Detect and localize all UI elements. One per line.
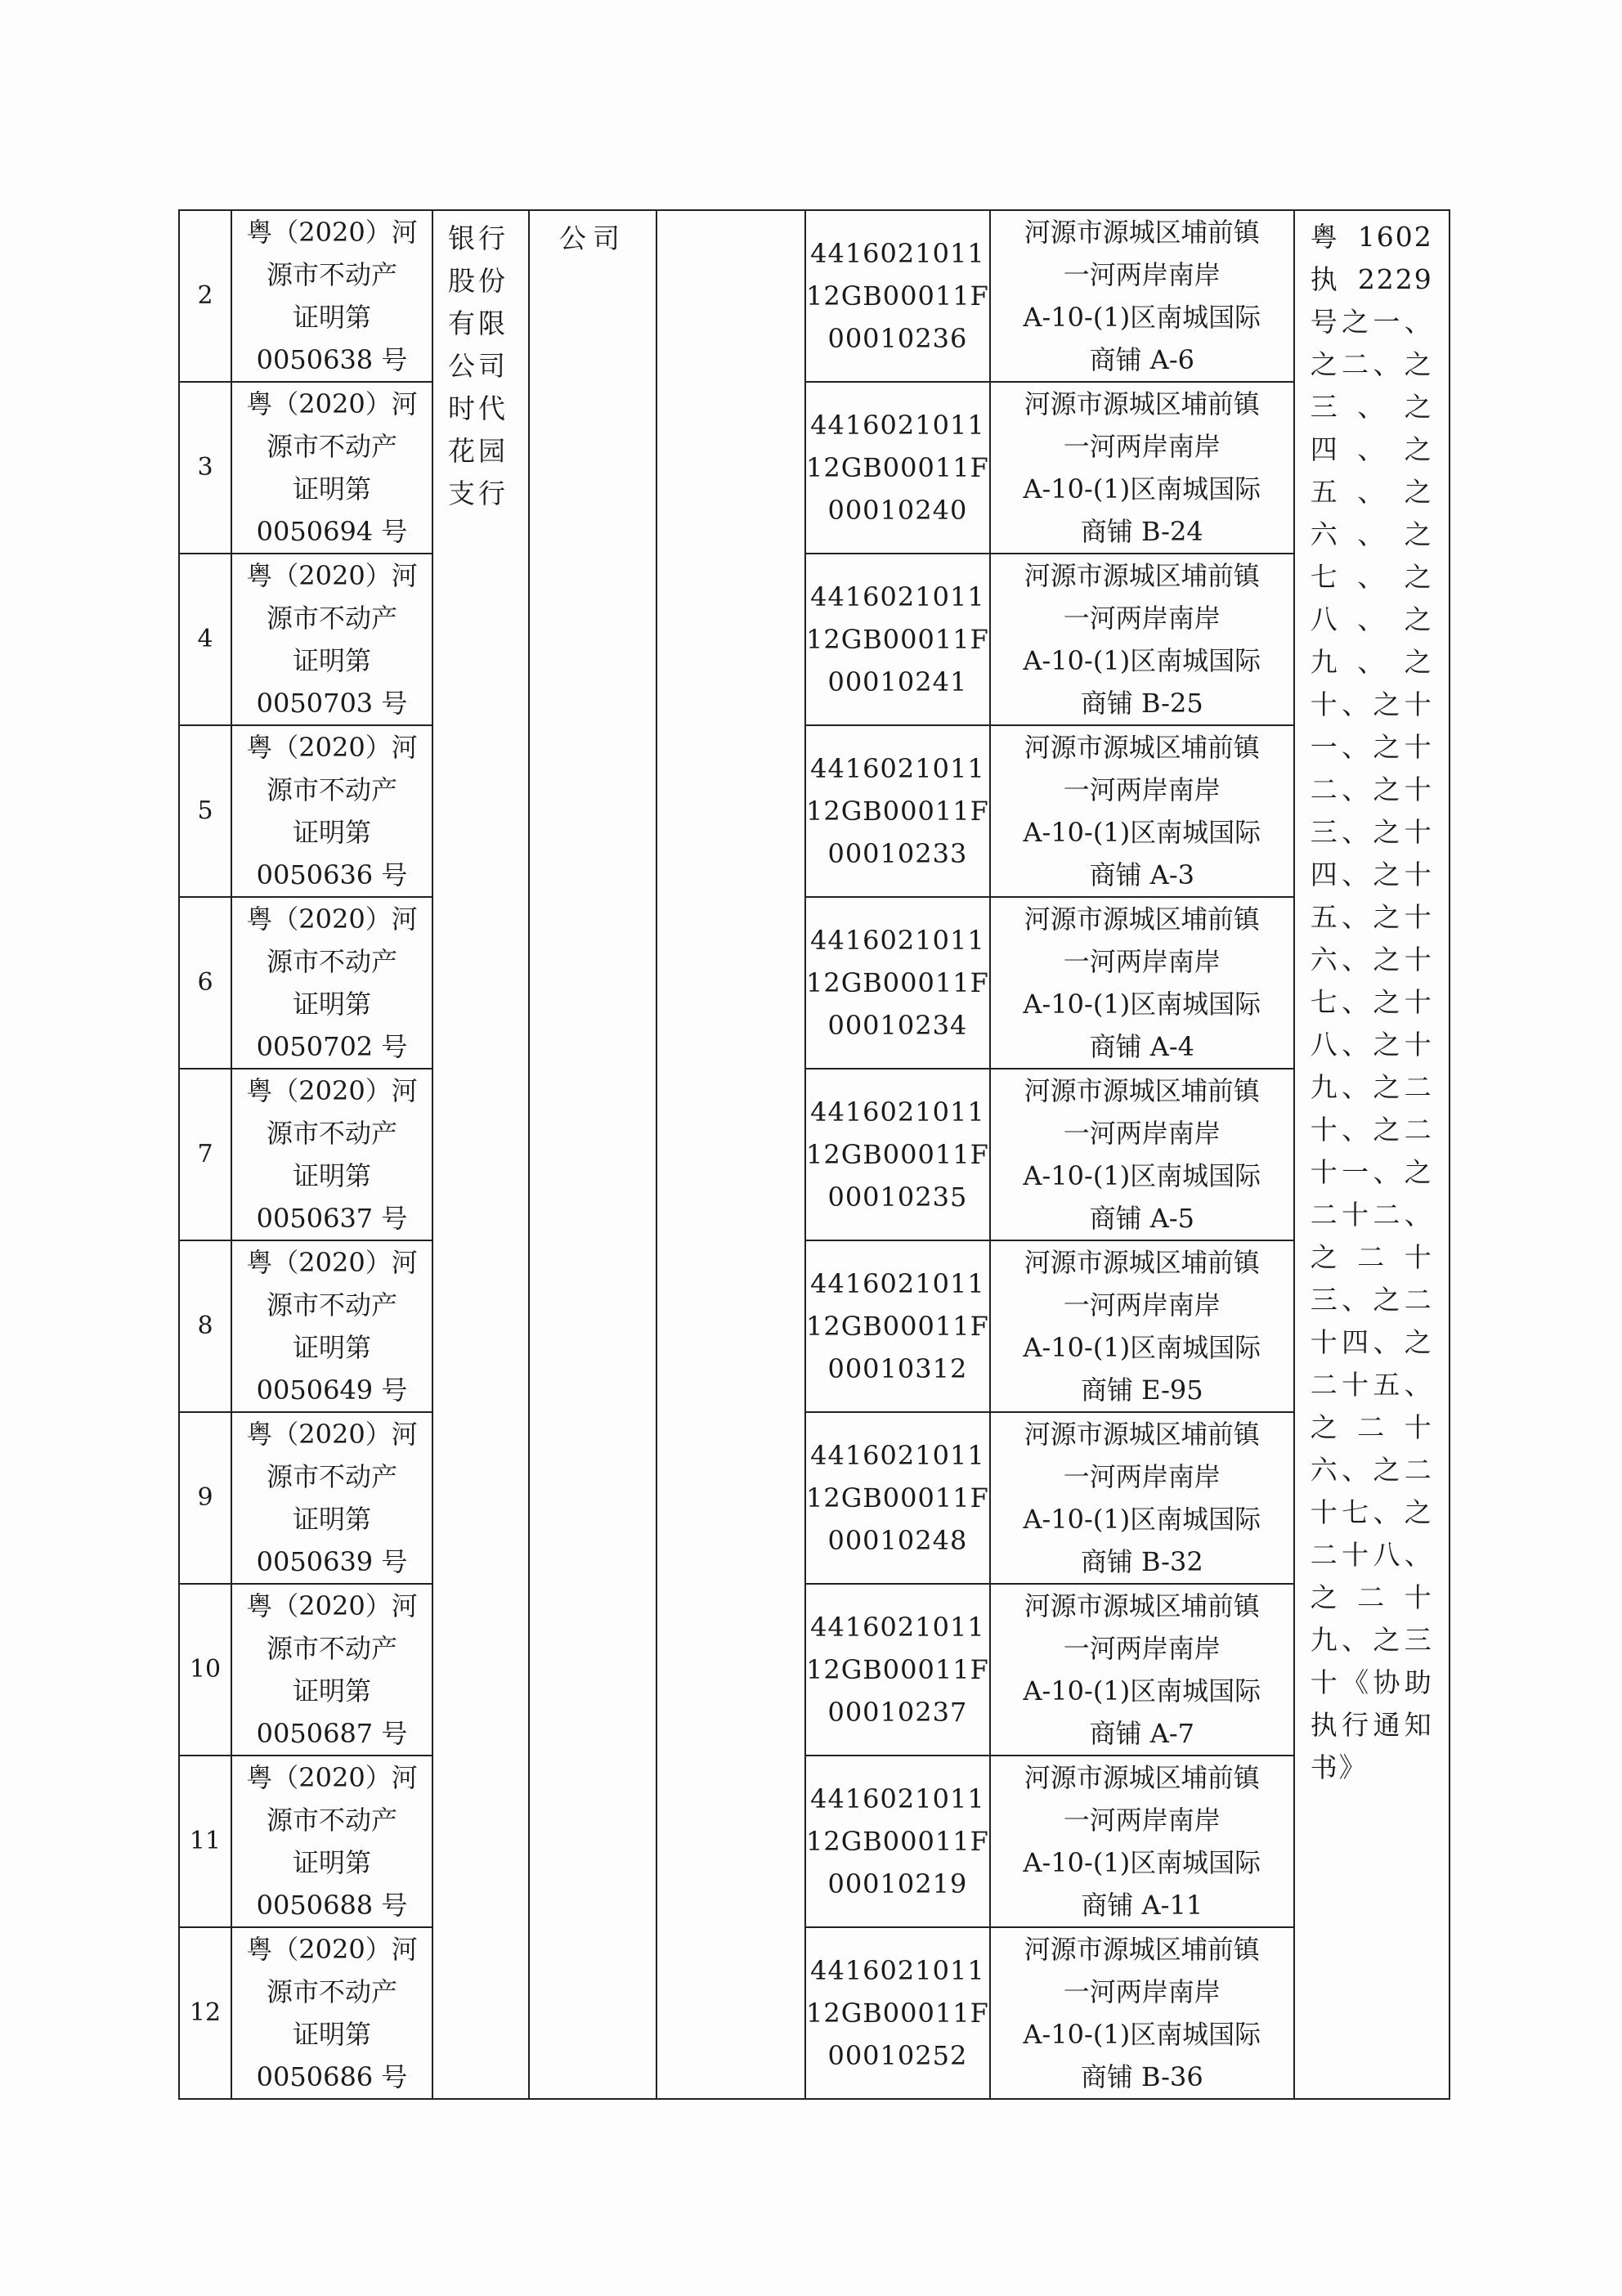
cell-line: 商铺 B-25 xyxy=(1080,688,1203,719)
cell-line: 4416021011 xyxy=(810,410,985,441)
row-number: 2 xyxy=(179,210,231,382)
table-row xyxy=(179,725,1449,897)
cell-line: 一河两岸南岸 xyxy=(1063,1289,1221,1321)
cell-line: 粤（2020）河 xyxy=(246,1075,418,1106)
cell-line: 商铺 A-11 xyxy=(1081,1890,1203,1921)
cell-line: 4416021011 xyxy=(810,238,985,269)
certificate-number xyxy=(231,382,432,554)
cell-line: 河源市源城区埔前镇 xyxy=(1024,1247,1260,1278)
property-address xyxy=(990,1584,1294,1756)
cell-line: 源市不动产 xyxy=(266,1805,397,1836)
property-address xyxy=(990,1412,1294,1584)
cell-line: 粤（2020）河 xyxy=(246,1247,418,1278)
row-number: 7 xyxy=(179,1069,231,1240)
certificate-number xyxy=(231,210,432,382)
cell-line: 证明第 xyxy=(292,817,371,848)
cell-line: 0050694 号 xyxy=(256,516,408,547)
property-unit-code xyxy=(805,210,990,382)
cell-line: 粤（2020）河 xyxy=(246,560,418,591)
cell-line: 12GB00011F xyxy=(806,1139,989,1170)
cell-line: 粤（2020）河 xyxy=(246,732,418,763)
property-address xyxy=(990,554,1294,725)
table-row xyxy=(179,1412,1449,1584)
cell-line: 证明第 xyxy=(292,1504,371,1535)
certificate-number xyxy=(231,1412,432,1584)
cell-line: 证明第 xyxy=(292,1160,371,1191)
property-address xyxy=(990,1756,1294,1927)
cell-line: 一河两岸南岸 xyxy=(1063,1118,1221,1149)
cell-line: 4416021011 xyxy=(810,1612,985,1643)
cell-line: A-10-(1)区南城国际 xyxy=(1023,989,1261,1020)
cell-line: 证明第 xyxy=(292,1332,371,1363)
certificate-number xyxy=(231,1927,432,2099)
table-row xyxy=(179,554,1449,725)
cell-line: 一河两岸南岸 xyxy=(1063,1976,1221,2007)
cell-line: 粤（2020）河 xyxy=(246,217,418,248)
cell-line: 源市不动产 xyxy=(266,1976,397,2007)
cell-line: 商铺 B-32 xyxy=(1080,1546,1203,1577)
cell-line: 00010235 xyxy=(827,1182,968,1213)
cell-line: 12GB00011F xyxy=(806,1654,989,1685)
bank-name: 银行股份有限公司时代花园支行 xyxy=(448,222,509,509)
cell-line: 证明第 xyxy=(292,1847,371,1878)
cell-line: 0050702 号 xyxy=(256,1031,408,1062)
property-unit-code xyxy=(805,554,990,725)
cell-line: A-10-(1)区南城国际 xyxy=(1023,1675,1261,1706)
cell-line: 粤（2020）河 xyxy=(246,1934,418,1965)
cell-line: A-10-(1)区南城国际 xyxy=(1023,1847,1261,1878)
table-row xyxy=(179,1069,1449,1240)
property-address xyxy=(990,210,1294,382)
cell-line: 4416021011 xyxy=(810,1955,985,1986)
cell-line: 河源市源城区埔前镇 xyxy=(1024,1934,1260,1965)
cell-line: 一河两岸南岸 xyxy=(1063,603,1221,634)
cell-line: 商铺 A-5 xyxy=(1089,1203,1195,1234)
cell-line: 0050649 号 xyxy=(256,1374,408,1406)
row-number: 12 xyxy=(179,1927,231,2099)
certificate-number xyxy=(231,897,432,1069)
cell-line: 0050687 号 xyxy=(256,1718,408,1749)
table-row xyxy=(179,1584,1449,1756)
cell-line: 河源市源城区埔前镇 xyxy=(1024,1419,1260,1450)
cell-line: 00010312 xyxy=(827,1353,968,1384)
cell-line: 00010233 xyxy=(827,838,968,869)
cell-line: 12GB00011F xyxy=(806,796,989,827)
cell-line: 一河两岸南岸 xyxy=(1063,431,1221,462)
cell-line: 12GB00011F xyxy=(806,1311,989,1342)
cell-line: 河源市源城区埔前镇 xyxy=(1024,1075,1260,1106)
cell-line: 源市不动产 xyxy=(266,946,397,977)
table-row xyxy=(179,382,1449,554)
cell-line: 00010234 xyxy=(827,1010,968,1041)
cell-line: 源市不动产 xyxy=(266,259,397,290)
property-unit-code xyxy=(805,725,990,897)
cell-line: 00010248 xyxy=(827,1525,968,1556)
table-row xyxy=(179,1756,1449,1927)
table-body xyxy=(179,210,1449,2099)
cell-line: 00010236 xyxy=(827,323,968,354)
blank-column xyxy=(656,210,805,2099)
property-unit-code xyxy=(805,897,990,1069)
property-unit-code xyxy=(805,382,990,554)
cell-line: 证明第 xyxy=(292,473,371,504)
certificate-number xyxy=(231,1756,432,1927)
cell-line: 4416021011 xyxy=(810,1268,985,1299)
property-unit-code xyxy=(805,1240,990,1412)
property-address xyxy=(990,382,1294,554)
cell-line: 源市不动产 xyxy=(266,1118,397,1149)
property-address xyxy=(990,725,1294,897)
cell-line: 00010241 xyxy=(827,666,968,697)
row-number: 4 xyxy=(179,554,231,725)
row-number: 3 xyxy=(179,382,231,554)
certificate-number xyxy=(231,1584,432,1756)
cell-line: A-10-(1)区南城国际 xyxy=(1023,473,1261,504)
cell-line: 商铺 A-6 xyxy=(1089,344,1195,375)
cell-line: 00010219 xyxy=(827,1868,968,1899)
cell-line: A-10-(1)区南城国际 xyxy=(1023,1160,1261,1191)
cell-line: 商铺 E-95 xyxy=(1080,1374,1203,1406)
cell-line: 证明第 xyxy=(292,1675,371,1706)
property-address xyxy=(990,1069,1294,1240)
cell-line: 12GB00011F xyxy=(806,1482,989,1513)
cell-line: 商铺 A-4 xyxy=(1089,1031,1195,1062)
certificate-number xyxy=(231,554,432,725)
cell-line: 12GB00011F xyxy=(806,624,989,655)
cell-line: 0050637 号 xyxy=(256,1203,408,1234)
cell-line: 一河两岸南岸 xyxy=(1063,1461,1221,1492)
property-address xyxy=(990,1927,1294,2099)
property-address xyxy=(990,897,1294,1069)
cell-line: 4416021011 xyxy=(810,1783,985,1814)
cell-line: 00010240 xyxy=(827,495,968,526)
cell-line: 4416021011 xyxy=(810,1440,985,1471)
party-cell xyxy=(529,210,656,2099)
cell-line: 粤（2020）河 xyxy=(246,1419,418,1450)
cell-line: 一河两岸南岸 xyxy=(1063,1633,1221,1664)
party-suffix: 公司 xyxy=(559,222,626,254)
row-number: 11 xyxy=(179,1756,231,1927)
cell-line: 0050636 号 xyxy=(256,859,408,890)
cell-line: 粤（2020）河 xyxy=(246,388,418,419)
cell-line: 4416021011 xyxy=(810,1096,985,1128)
cell-line: 粤（2020）河 xyxy=(246,904,418,935)
property-unit-code xyxy=(805,1069,990,1240)
cell-line: 河源市源城区埔前镇 xyxy=(1024,732,1260,763)
cell-line: 0050639 号 xyxy=(256,1546,408,1577)
cell-line: 源市不动产 xyxy=(266,774,397,805)
row-number: 10 xyxy=(179,1584,231,1756)
cell-line: 源市不动产 xyxy=(266,431,397,462)
cell-line: A-10-(1)区南城国际 xyxy=(1023,302,1261,333)
row-number: 8 xyxy=(179,1240,231,1412)
cell-line: 12GB00011F xyxy=(806,1998,989,2029)
cell-line: 00010237 xyxy=(827,1697,968,1728)
cell-line: 一河两岸南岸 xyxy=(1063,1805,1221,1836)
cell-line: 4416021011 xyxy=(810,753,985,784)
table-row xyxy=(179,897,1449,1069)
cell-line: 源市不动产 xyxy=(266,1289,397,1321)
cell-line: 4416021011 xyxy=(810,925,985,956)
cell-line: 商铺 B-36 xyxy=(1080,2061,1203,2092)
certificate-number xyxy=(231,725,432,897)
property-unit-code xyxy=(805,1927,990,2099)
cell-line: 商铺 A-3 xyxy=(1089,859,1195,890)
cell-line: 河源市源城区埔前镇 xyxy=(1024,388,1260,419)
property-table xyxy=(178,209,1450,2100)
certificate-number xyxy=(231,1240,432,1412)
cell-line: 证明第 xyxy=(292,2019,371,2050)
cell-line: 一河两岸南岸 xyxy=(1063,259,1221,290)
cell-line: 粤（2020）河 xyxy=(246,1762,418,1793)
table-row xyxy=(179,1240,1449,1412)
cell-line: 证明第 xyxy=(292,989,371,1020)
cell-line: 0050688 号 xyxy=(256,1890,408,1921)
cell-line: 0050638 号 xyxy=(256,344,408,375)
property-unit-code xyxy=(805,1584,990,1756)
cell-line: 4416021011 xyxy=(810,581,985,612)
cell-line: 0050686 号 xyxy=(256,2061,408,2092)
table-row xyxy=(179,210,1449,382)
cell-line: 河源市源城区埔前镇 xyxy=(1024,217,1260,248)
bank-name-cell xyxy=(432,210,529,2099)
cell-line: 12GB00011F xyxy=(806,1826,989,1857)
cell-line: 河源市源城区埔前镇 xyxy=(1024,560,1260,591)
row-number: 6 xyxy=(179,897,231,1069)
enforcement-notice-cell xyxy=(1294,210,1449,2099)
row-number: 9 xyxy=(179,1412,231,1584)
cell-line: 一河两岸南岸 xyxy=(1063,774,1221,805)
cell-line: 12GB00011F xyxy=(806,967,989,998)
cell-line: 源市不动产 xyxy=(266,1461,397,1492)
table-row xyxy=(179,1927,1449,2099)
cell-line: 证明第 xyxy=(292,302,371,333)
cell-line: 河源市源城区埔前镇 xyxy=(1024,1762,1260,1793)
property-unit-code xyxy=(805,1412,990,1584)
cell-line: 0050703 号 xyxy=(256,688,408,719)
cell-line: 证明第 xyxy=(292,645,371,676)
cell-line: 12GB00011F xyxy=(806,280,989,312)
certificate-number xyxy=(231,1069,432,1240)
cell-line: 商铺 B-24 xyxy=(1080,516,1203,547)
property-unit-code xyxy=(805,1756,990,1927)
cell-line: A-10-(1)区南城国际 xyxy=(1023,1332,1261,1363)
cell-line: 粤（2020）河 xyxy=(246,1590,418,1621)
cell-line: 源市不动产 xyxy=(266,603,397,634)
cell-line: 00010252 xyxy=(827,2040,968,2071)
cell-line: 一河两岸南岸 xyxy=(1063,946,1221,977)
row-number: 5 xyxy=(179,725,231,897)
cell-line: A-10-(1)区南城国际 xyxy=(1023,645,1261,676)
cell-line: 河源市源城区埔前镇 xyxy=(1024,1590,1260,1621)
cell-line: A-10-(1)区南城国际 xyxy=(1023,817,1261,848)
enforcement-notice: 粤1602执2229号之一、之二、之三、之四、之五、之六、之七、之八、之九、之十、之十一、之十二、之十三、之十四、之十五、之十六、之十七、之十八、之十九、之二十、之二十一、之二十二、之二十三、之二十四、之二十五、之二十六、之二十七、之二十八、之二十九、之三十《协助执行通知书》 xyxy=(1310,221,1433,1783)
cell-line: 源市不动产 xyxy=(266,1633,397,1664)
cell-line: 商铺 A-7 xyxy=(1089,1718,1195,1749)
cell-line: A-10-(1)区南城国际 xyxy=(1023,2019,1261,2050)
cell-line: 12GB00011F xyxy=(806,452,989,483)
cell-line: 河源市源城区埔前镇 xyxy=(1024,904,1260,935)
cell-line: A-10-(1)区南城国际 xyxy=(1023,1504,1261,1535)
property-address xyxy=(990,1240,1294,1412)
